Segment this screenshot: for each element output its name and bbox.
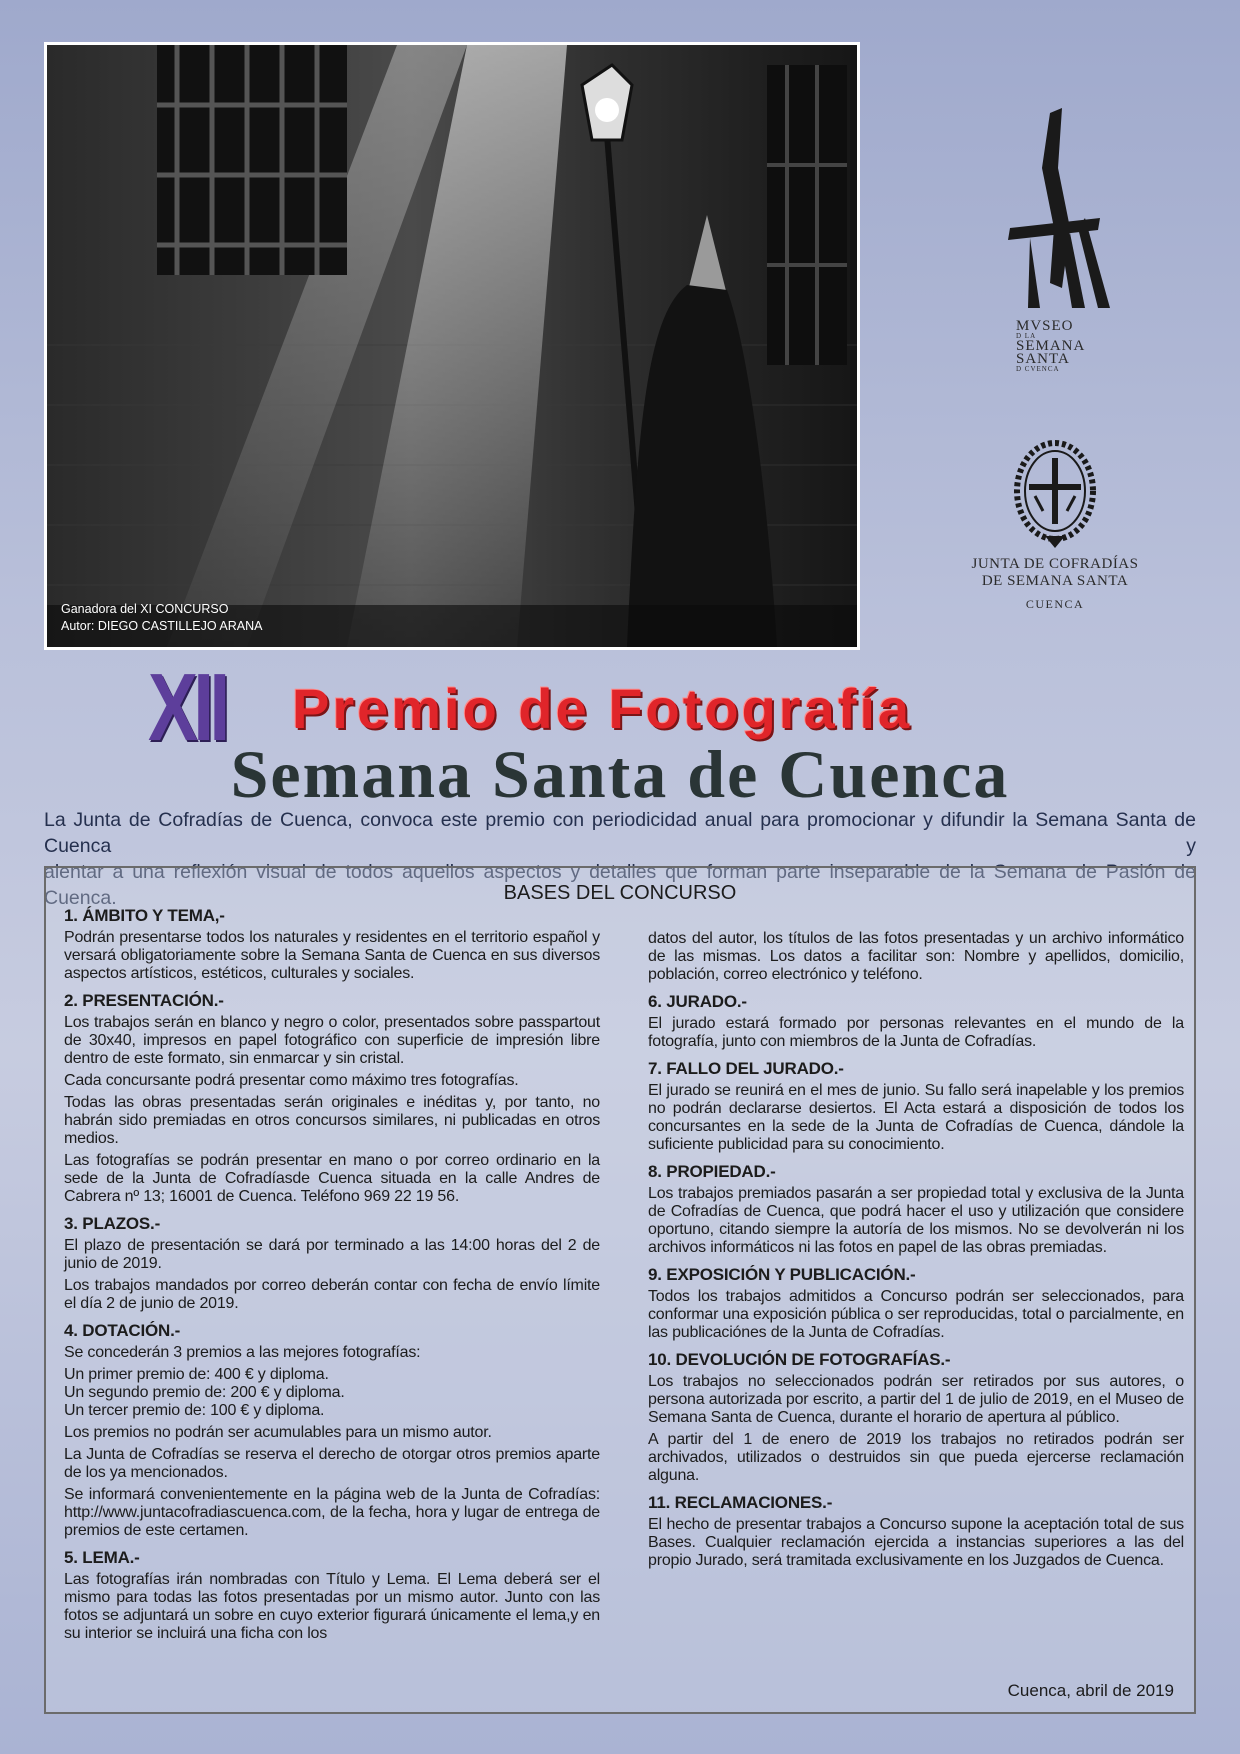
section-jurado-title: 6. JURADO.-	[648, 992, 747, 1011]
section-plazos-text-2: Los trabajos mandados por correo deberán contar con fecha de envío límite el día 2 de junio de 2019.	[64, 1277, 600, 1312]
museo-word-1: MVSEO	[1016, 318, 1074, 334]
prize-second: Un segundo premio de: 200 € y diploma.	[64, 1384, 345, 1401]
edition-numeral: XII	[148, 654, 226, 761]
prize-first: Un primer premio de: 400 € y diploma.	[64, 1366, 329, 1383]
section-presentacion-text-2: Cada concursante podrá presentar como máximo tres fotografías.	[64, 1072, 519, 1089]
junta-wordmark	[935, 556, 1175, 613]
rules-heading: BASES DEL CONCURSO	[503, 882, 737, 904]
section-presentacion-title: 2. PRESENTACIÓN.-	[64, 991, 224, 1010]
section-propiedad-text: Los trabajos premiados pasarán a ser propiedad total y exclusiva de la Junta de Cofradías de Cuenca, que podrá hacer el uso y utilización que considere oportuno, citando siempre la autoría de los mismos. No se devolverán ni los archivos informáticos ni las fotos en papel de las obras premiadas.	[648, 1185, 1184, 1256]
photo-caption-author: Autor: DIEGO CASTILLEJO ARANA	[61, 619, 263, 633]
section-presentacion-text-1: Los trabajos serán en blanco y negro o color, presentados sobre passpartout de 30x40, impresos en papel fotográfico con superficie de impresión libre dentro de este formato, sin enmarcar y sin cristal.	[64, 1014, 600, 1067]
prize-third: Un tercer premio de: 100 € y diploma.	[64, 1402, 325, 1419]
museo-wordmark	[1016, 320, 1106, 373]
intro-line-1: La Junta de Cofradías de Cuenca, convoca este premio con periodicidad anual para promocionar y difundir la Semana Santa de Cuenca y	[44, 809, 1196, 857]
section-reclamaciones-title: 11. RECLAMACIONES.-	[648, 1493, 833, 1512]
section-dotacion-text-2: Los premios no podrán ser acumulables para un mismo autor.	[64, 1424, 492, 1441]
section-lema-text: Las fotografías irán nombradas con Título y Lema. El Lema deberá ser el mismo para todas las fotos presentadas por un mismo autor. Junto con las fotos se adjuntará un sobre en cuyo exterior figurará únicamente el lema,y en su interior se incluirá una ficha con los	[64, 1571, 600, 1642]
section-ambito-text: Podrán presentarse todos los naturales y residentes en el territorio español y versará obligatoriamente sobre la Semana Santa de Cuenca en sus diversos aspectos artísticos, estéticos, culturales y sociales.	[64, 929, 600, 982]
section-presentacion-text-3: Todas las obras presentadas serán originales e inéditas y, por tanto, no habrán sido premiadas en otros concursos similares, ni publicadas en otros medios.	[64, 1094, 600, 1147]
museo-word-small-1: D LA	[1016, 332, 1037, 340]
museo-word-3: SANTA	[1016, 351, 1070, 367]
section-lema-title: 5. LEMA.-	[64, 1548, 140, 1567]
signoff-date: Cuenca, abril de 2019	[1007, 1681, 1174, 1700]
section-devolucion-title: 10. DEVOLUCIÓN DE FOTOGRAFÍAS.-	[648, 1350, 951, 1369]
section-dotacion-text-3: La Junta de Cofradías se reserva el derecho de otorgar otros premios aparte de los ya mencionados.	[64, 1446, 600, 1481]
museo-word-small-2: D CVENCA	[1016, 365, 1060, 373]
section-reclamaciones-text: El hecho de presentar trabajos a Concurso supone la aceptación total de sus Bases. Cualquier reclamación ejercida a instancias superiores a las del propio Jurado, será tramitada exclusivamente en los Juzgados de Cuenca.	[648, 1516, 1184, 1569]
section-devolucion-text-2: A partir del 1 de enero de 2019 los trabajos no retirados podrán ser archivados, utilizados o destruidos sin que pueda ejercerse reclamación alguna.	[648, 1431, 1184, 1484]
section-dotacion-text-4: Se informará convenientemente en la página web de la Junta de Cofradías: http://www.juntacofradiascuenca.com, de la fecha, hora y lugar de entrega de premios de este certamen.	[64, 1486, 600, 1539]
section-exposicion-title: 9. EXPOSICIÓN Y PUBLICACIÓN.-	[648, 1265, 916, 1284]
photo-illustration	[47, 45, 857, 647]
section-plazos-text-1: El plazo de presentación se dará por terminado a las 14:00 horas del 2 de junio de 2019.	[64, 1237, 600, 1272]
title-semana-santa: Semana Santa de Cuenca	[230, 736, 1010, 812]
junta-seal-icon	[1005, 436, 1105, 556]
rules-column-right	[648, 930, 1184, 1574]
winning-photo	[44, 42, 860, 650]
museo-word-2: SEMANA	[1016, 338, 1086, 354]
window-grille-right	[767, 65, 847, 365]
section-dotacion-title: 4. DOTACIÓN.-	[64, 1321, 181, 1340]
section-ambito-title: 1. ÁMBITO Y TEMA,-	[64, 906, 225, 925]
photo-caption-title: Ganadora del XI CONCURSO	[61, 602, 229, 616]
section-lema-text-continued: datos del autor, los títulos de las fotos presentadas y un archivo informático de las mismas. Los datos a facilitar son: Nombre y apellidos, domicilio, población, correo electrónico y teléfono.	[648, 930, 1184, 983]
photo-caption	[61, 601, 262, 635]
junta-name-line2: DE SEMANA SANTA	[981, 573, 1129, 589]
section-fallo-text: El jurado se reunirá en el mes de junio. Su fallo será inapelable y los premios no podrán declararse desiertos. El Acta estará a disposición de todos los concursantes en la sede de la Junta de Cofradías de Cuenca, dándole la suficiente publicidad para su conocimiento.	[648, 1082, 1184, 1153]
section-fallo-title: 7. FALLO DEL JURADO.-	[648, 1059, 844, 1078]
section-jurado-text: El jurado estará formado por personas relevantes en el mundo de la fotografía, junto con miembros de la Junta de Cofradías.	[648, 1015, 1184, 1050]
section-devolucion-text-1: Los trabajos no seleccionados podrán ser retirados por sus autores, o persona autorizada por escrito, a partir del 1 de julio de 2019, en el Museo de Semana Santa de Cuenca, durante el horario de apertura al público.	[648, 1373, 1184, 1426]
section-dotacion-text-1: Se concederán 3 premios a las mejores fotografías:	[64, 1344, 421, 1361]
intro-line-2: alentar a una reflexión visual de todos aquellos aspectos y detalles que forman parte inseparable de la Semana de Pasión de Cuenca.	[44, 861, 1196, 909]
window-grille-left	[157, 45, 347, 275]
rules-column-left	[64, 898, 600, 1647]
section-propiedad-title: 8. PROPIEDAD.-	[648, 1162, 776, 1181]
section-presentacion-text-4: Las fotografías se podrán presentar en mano o por correo ordinario en la sede de la Junta de Cofradíasde Cuenca situada en la calle Andres de Cabrera nº 13; 16001 de Cuenca. Teléfono 969 22 19 56.	[64, 1152, 600, 1205]
junta-city: CUENCA	[1025, 597, 1085, 611]
junta-name-line1: JUNTA DE COFRADÍAS	[971, 556, 1139, 572]
title-premio: Premio de Fotografía	[292, 677, 913, 740]
section-plazos-title: 3. PLAZOS.-	[64, 1214, 161, 1233]
section-exposicion-text: Todos los trabajos admitidos a Concurso podrán ser seleccionados, para conformar una exposición pública o ser reproducidas, total o parcialmente, en las publicaciónes de la Junta de Cofradías.	[648, 1288, 1184, 1341]
rules-box	[44, 866, 1196, 1714]
